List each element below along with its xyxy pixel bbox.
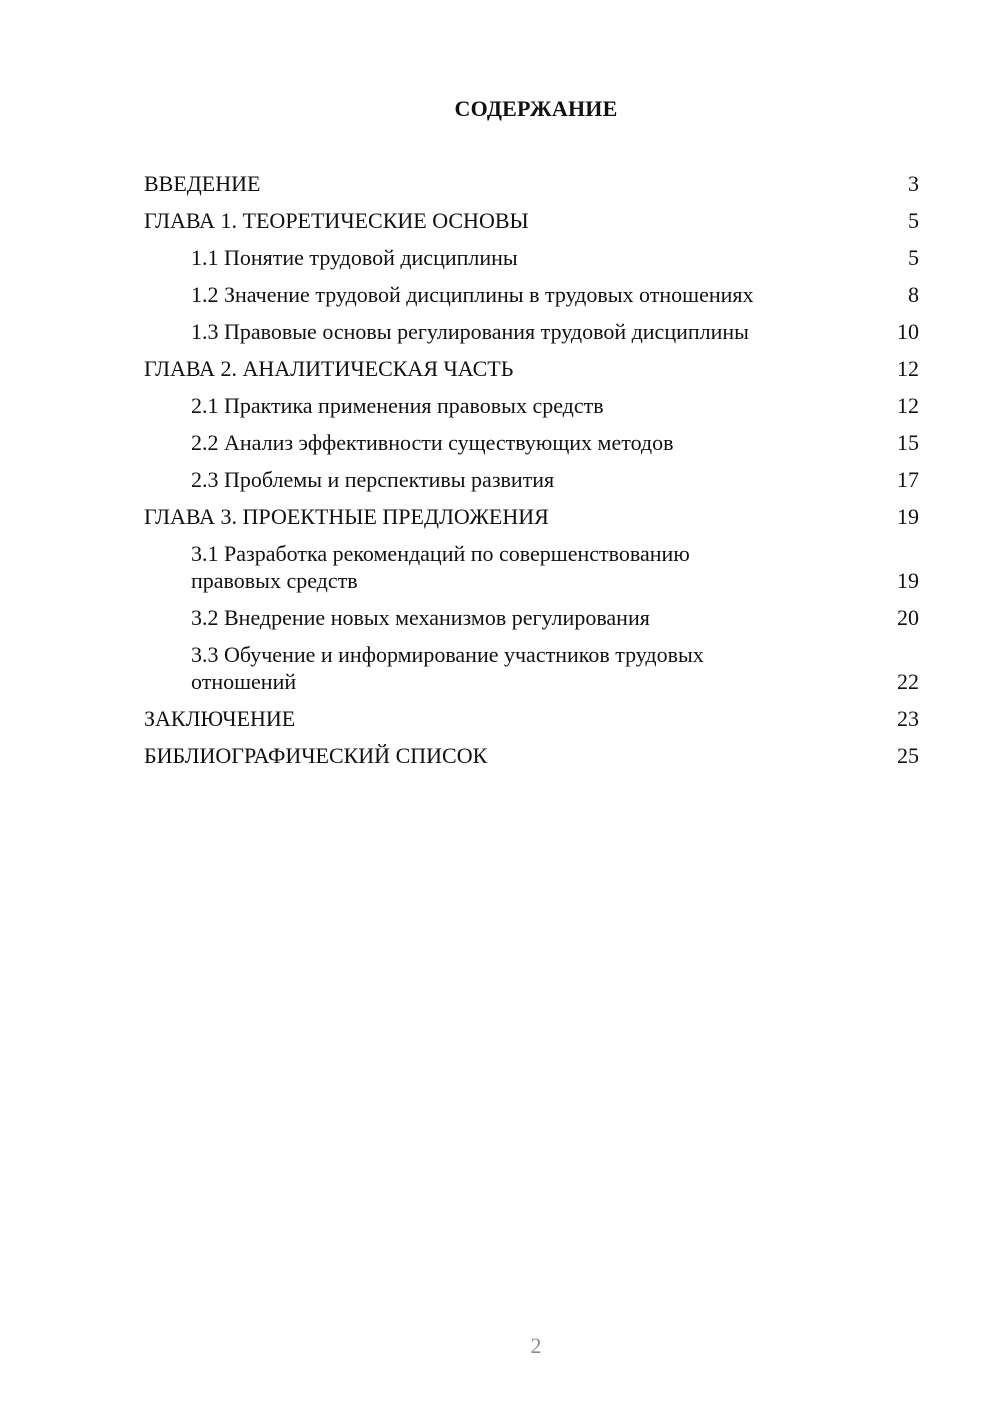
toc-entry-text: 3.3 Обучение и информирование участников трудовых отношений — [191, 642, 704, 694]
toc-entry-section-3-1[interactable] — [144, 540, 919, 594]
toc-entry-page: 3 — [908, 171, 919, 196]
toc-entry-page: 20 — [897, 605, 919, 630]
toc-entry-section-1-2[interactable] — [144, 281, 919, 308]
toc-entry-page: 19 — [897, 504, 919, 529]
toc-entry-page: 5 — [908, 208, 919, 233]
toc-entry-text: ГЛАВА 3. ПРОЕКТНЫЕ ПРЕДЛОЖЕНИЯ — [144, 504, 549, 529]
toc-entry-page: 10 — [897, 319, 919, 344]
toc-entry-introduction[interactable] — [144, 170, 919, 197]
toc-entry-page: 12 — [897, 356, 919, 381]
toc-entry-chapter-1[interactable] — [144, 207, 919, 234]
toc-entry-text: ЗАКЛЮЧЕНИЕ — [144, 706, 296, 731]
toc-entry-text: 1.1 Понятие трудовой дисциплины — [191, 245, 518, 270]
toc-entry-text: ГЛАВА 2. АНАЛИТИЧЕСКАЯ ЧАСТЬ — [144, 356, 514, 381]
toc-entry-section-3-3[interactable] — [144, 641, 919, 695]
toc-entry-page: 8 — [908, 282, 919, 307]
toc-entry-conclusion[interactable] — [144, 705, 919, 732]
toc-entry-chapter-2[interactable] — [144, 355, 919, 382]
toc-entry-text: 3.2 Внедрение новых механизмов регулирования — [191, 605, 650, 630]
toc-entry-page: 5 — [908, 245, 919, 270]
page-number: 2 — [530, 1333, 542, 1358]
toc-entry-text: 2.1 Практика применения правовых средств — [191, 393, 604, 418]
toc-entry-page: 19 — [897, 568, 919, 593]
toc-entry-page: 22 — [897, 669, 919, 694]
toc-entry-section-3-2[interactable] — [144, 604, 919, 631]
toc-entry-page: 17 — [897, 467, 919, 492]
toc-entry-chapter-3[interactable] — [144, 503, 919, 530]
toc-entry-section-1-1[interactable] — [144, 244, 919, 271]
toc-entry-page: 12 — [897, 393, 919, 418]
toc-entry-section-2-1[interactable] — [144, 392, 919, 419]
toc-entry-text: 1.3 Правовые основы регулирования трудовой дисциплины — [191, 319, 749, 344]
table-of-contents — [144, 170, 919, 779]
toc-entry-section-1-3[interactable] — [144, 318, 919, 345]
toc-entry-page: 15 — [897, 430, 919, 455]
toc-entry-page: 23 — [897, 706, 919, 731]
toc-entry-section-2-3[interactable] — [144, 466, 919, 493]
page-title: СОДЕРЖАНИЕ — [454, 96, 618, 121]
toc-entry-section-2-2[interactable] — [144, 429, 919, 456]
toc-entry-text: БИБЛИОГРАФИЧЕСКИЙ СПИСОК — [144, 743, 488, 768]
toc-entry-text: ВВЕДЕНИЕ — [144, 171, 261, 196]
toc-entry-text: ГЛАВА 1. ТЕОРЕТИЧЕСКИЕ ОСНОВЫ — [144, 208, 529, 233]
toc-entry-text: 2.2 Анализ эффективности существующих методов — [191, 430, 674, 455]
toc-entry-text: 1.2 Значение трудовой дисциплины в трудовых отношениях — [191, 282, 754, 307]
toc-entry-text: 2.3 Проблемы и перспективы развития — [191, 467, 555, 492]
toc-entry-bibliography[interactable] — [144, 742, 919, 769]
toc-entry-text: 3.1 Разработка рекомендаций по совершенствованию правовых средств — [191, 541, 690, 593]
toc-entry-page: 25 — [897, 743, 919, 768]
